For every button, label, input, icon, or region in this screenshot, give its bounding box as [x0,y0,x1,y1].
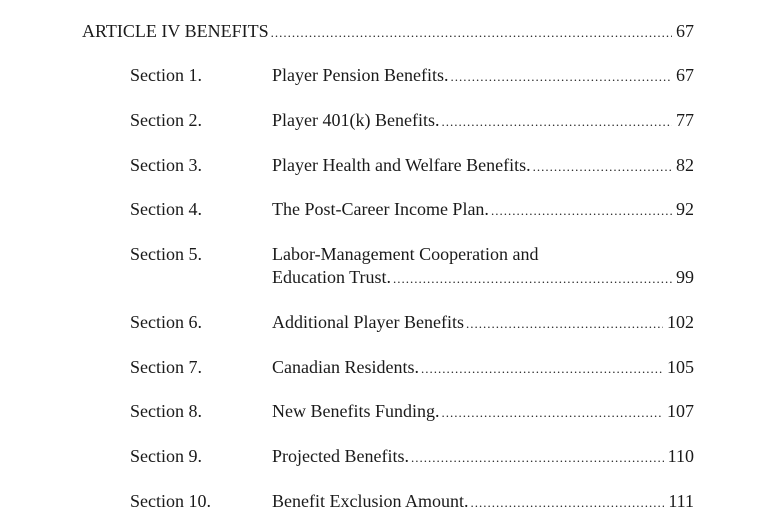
toc-page-number: 92 [676,199,694,219]
section-label: Section 10. [130,491,211,511]
toc-page-number: 82 [676,155,694,175]
dot-leader [441,402,663,424]
toc-entry-title: Player Health and Welfare Benefits. [272,155,531,175]
section-label: Section 3. [130,155,202,175]
toc-entry-section-4[interactable] [272,198,694,222]
dot-leader [491,200,672,222]
toc-entry-title: Player 401(k) Benefits. [272,110,440,130]
dot-leader [450,66,672,88]
toc-entry-section-10[interactable] [272,490,694,514]
toc-entry-section-2[interactable] [272,109,694,133]
section-label: Section 5. [130,244,202,264]
toc-entry-section-3[interactable] [272,154,694,178]
section-label: Section 8. [130,401,202,421]
toc-entry-title: The Post-Career Income Plan. [272,199,489,219]
toc-page-number: 107 [667,401,694,421]
toc-entry-title: Additional Player Benefits [272,312,464,332]
toc-page-number: 111 [668,491,694,511]
toc-entry-section-7[interactable] [272,356,694,380]
dot-leader [421,358,663,380]
toc-entry-section-1[interactable] [272,64,694,88]
toc-page-number: 99 [676,267,694,287]
toc-entry-title: Education Trust. [272,267,392,287]
toc-page-number: 102 [667,312,694,332]
toc-page-number: 67 [676,21,694,41]
dot-leader [533,156,672,178]
toc-page-number: 110 [667,446,694,466]
toc-entry-section-5[interactable] [272,266,694,290]
dot-leader [271,22,672,44]
toc-entry-title: Player Pension Benefits. [272,65,449,85]
toc-entry-title: ARTICLE IV BENEFITS [82,21,269,41]
section-label: Section 9. [130,446,202,466]
dot-leader [393,268,672,290]
toc-entry-title: New Benefits Funding. [272,401,440,421]
toc-entry-section-8[interactable] [272,400,694,424]
toc-entry-section-6[interactable] [272,311,694,335]
dot-leader [470,492,664,514]
toc-entry-section-9[interactable] [272,445,694,469]
section-label: Section 7. [130,357,202,377]
dot-leader [466,313,663,335]
toc-entry-title-line1[interactable]: Labor-Management Cooperation and [272,244,539,264]
toc-entry-article-iv[interactable] [82,20,694,44]
toc-entry-title: Benefit Exclusion Amount. [272,491,469,511]
section-label: Section 2. [130,110,202,130]
dot-leader [411,447,664,469]
section-label: Section 1. [130,65,202,85]
toc-page-number: 77 [676,110,694,130]
section-label: Section 6. [130,312,202,332]
toc-entry-title: Canadian Residents. [272,357,419,377]
toc-page-number: 67 [676,65,694,85]
dot-leader [441,111,672,133]
toc-page-number: 105 [667,357,694,377]
toc-entry-title: Projected Benefits. [272,446,409,466]
section-label: Section 4. [130,199,202,219]
